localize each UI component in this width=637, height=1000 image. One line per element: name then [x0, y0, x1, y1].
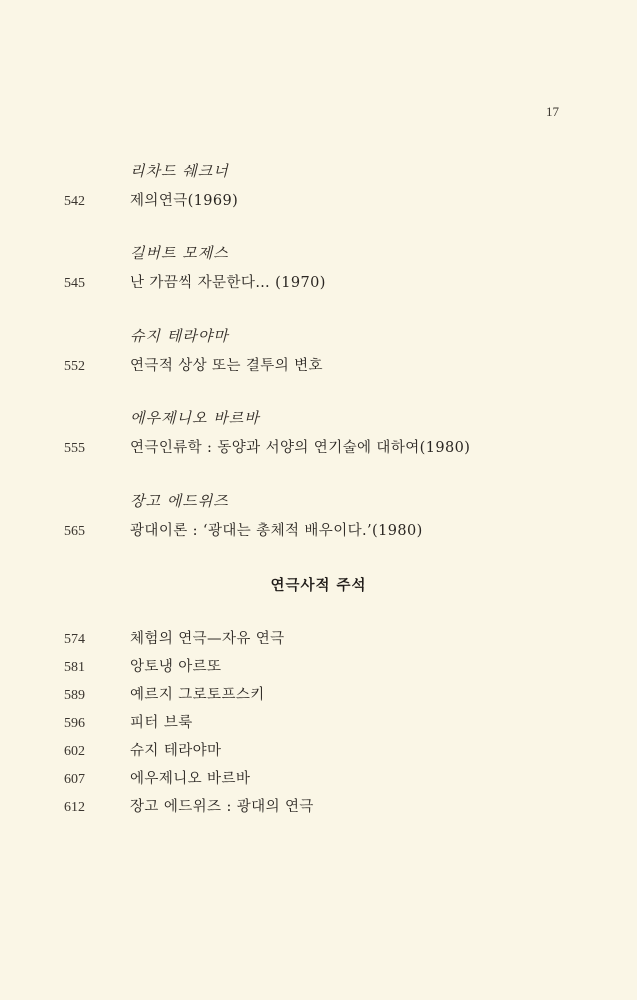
toc-entry: [64, 795, 314, 816]
toc-entry: [64, 739, 221, 760]
entry-title: 난 가끔씩 자문한다… (1970): [130, 275, 326, 291]
entry-title: 앙토냉 아르또: [130, 659, 222, 675]
entry-title: 에우제니오 바르바: [130, 771, 251, 787]
entry-title: 체험의 연극—자유 연극: [130, 631, 285, 647]
entry-page-number: 545: [64, 276, 85, 291]
entry-title: 피터 브룩: [130, 715, 193, 731]
toc-entry: [64, 436, 470, 457]
toc-entry: [64, 519, 423, 540]
entry-title: 연극인류학 : 동양과 서양의 연기술에 대하여(1980): [130, 440, 471, 456]
entry-title: 장고 에드위즈 : 광대의 연극: [130, 799, 314, 815]
toc-entry: [64, 767, 250, 788]
author-name: 슈지 테라야마: [130, 327, 229, 345]
entry-title: 연극적 상상 또는 결투의 변호: [130, 358, 323, 374]
section-heading: 연극사적 주석: [270, 578, 367, 594]
author-name: 길버트 모제스: [130, 244, 229, 262]
entry-page-number: 555: [64, 441, 85, 456]
entry-page-number: 574: [64, 632, 85, 647]
author-name: 리차드 쉐크너: [130, 162, 229, 180]
toc-entry: [64, 354, 323, 375]
entry-page-number: 596: [64, 716, 85, 731]
entry-page-number: 602: [64, 744, 85, 759]
entry-page-number: 612: [64, 800, 85, 815]
page-number: 17: [546, 104, 559, 119]
entry-title: 예르지 그로토프스키: [130, 687, 265, 703]
author-name: 에우제니오 바르바: [130, 409, 260, 427]
entry-page-number: 552: [64, 359, 85, 374]
entry-title: 제의연극(1969): [130, 193, 239, 209]
entry-title: 광대이론 : ‘광대는 총체적 배우이다.’(1980): [130, 523, 423, 539]
entry-page-number: 589: [64, 688, 85, 703]
toc-entry: [64, 711, 193, 732]
toc-entry: [64, 627, 285, 648]
toc-entry: [64, 655, 221, 676]
toc-entry: [64, 683, 265, 704]
toc-entry: [64, 189, 238, 210]
entry-page-number: 581: [64, 660, 85, 675]
toc-entry: [64, 271, 326, 292]
entry-page-number: 607: [64, 772, 85, 787]
entry-page-number: 542: [64, 194, 85, 209]
author-name: 장고 에드위즈: [130, 492, 229, 510]
entry-page-number: 565: [64, 524, 85, 539]
entry-title: 슈지 테라야마: [130, 743, 222, 759]
